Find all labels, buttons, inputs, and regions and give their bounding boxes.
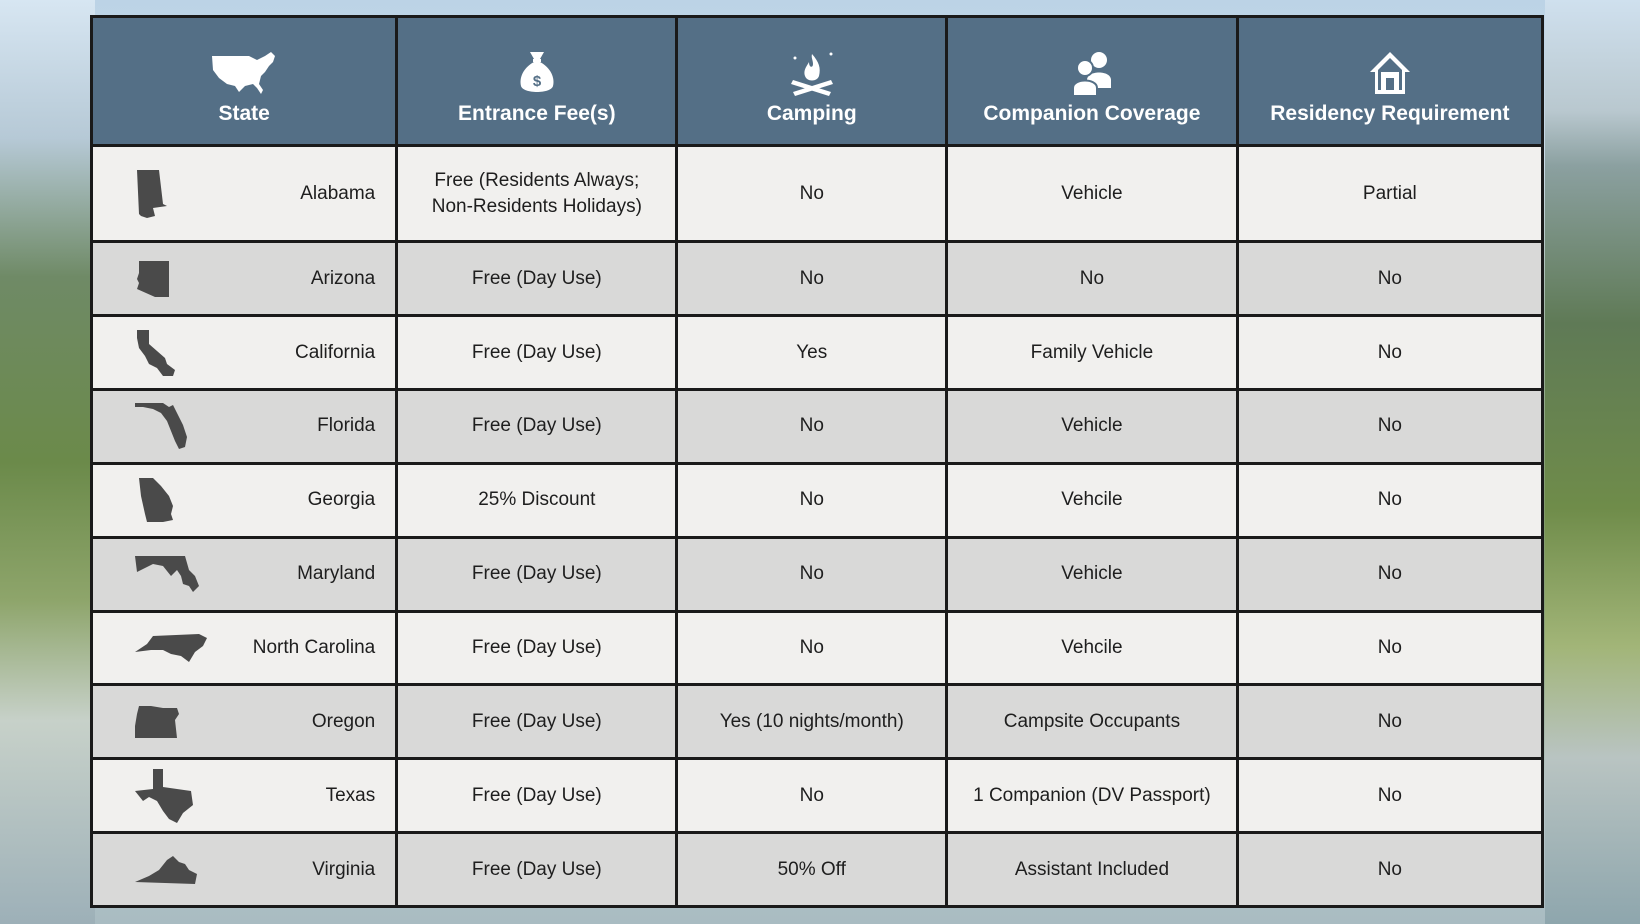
- header-fees-label: Entrance Fee(s): [458, 102, 616, 125]
- state-name: Oregon: [311, 710, 376, 732]
- georgia-shape-icon: [133, 476, 177, 524]
- fees-line-1: Free (Residents Always;: [434, 169, 640, 191]
- table-row: [92, 242, 1543, 316]
- oregon-shape-icon: [133, 704, 181, 740]
- money-bag-icon: [517, 50, 557, 96]
- virginia-shape-icon: [133, 854, 199, 886]
- california-shape-icon: [133, 328, 177, 378]
- fees-cell: Free (Day Use): [397, 537, 677, 611]
- fees-cell: [397, 146, 677, 242]
- fees-cell: Free (Day Use): [397, 685, 677, 759]
- state-cell: [92, 463, 397, 537]
- residency-cell: No: [1237, 390, 1542, 464]
- state-name: Maryland: [297, 563, 376, 585]
- table-row: [92, 537, 1543, 611]
- background-left: [0, 0, 95, 924]
- residency-cell: No: [1237, 685, 1542, 759]
- state-cell: [92, 316, 397, 390]
- state-cell: [92, 390, 397, 464]
- state-name: Texas: [325, 784, 376, 806]
- state-cell: [92, 685, 397, 759]
- state-name: Florida: [317, 415, 376, 437]
- residency-cell: No: [1237, 463, 1542, 537]
- companion-cell: Vehicle: [947, 390, 1238, 464]
- state-name: North Carolina: [252, 636, 376, 658]
- state-cell: [92, 537, 397, 611]
- table-row: [92, 146, 1543, 242]
- companion-cell: Vehcile: [947, 611, 1238, 685]
- residency-cell: No: [1237, 537, 1542, 611]
- camping-cell: No: [677, 463, 947, 537]
- house-icon: [1368, 50, 1412, 96]
- camping-cell: No: [677, 146, 947, 242]
- florida-shape-icon: [133, 401, 189, 451]
- header-companion: [947, 17, 1238, 146]
- residency-cell: No: [1237, 316, 1542, 390]
- residency-cell: No: [1237, 611, 1542, 685]
- table-row: [92, 833, 1543, 907]
- table-row: [92, 316, 1543, 390]
- benefits-table-container: [90, 15, 1544, 908]
- fees-cell: Free (Day Use): [397, 390, 677, 464]
- residency-cell: Partial: [1237, 146, 1542, 242]
- header-residency-label: Residency Requirement: [1270, 102, 1510, 125]
- state-name: Virginia: [312, 858, 376, 880]
- camping-cell: Yes (10 nights/month): [677, 685, 947, 759]
- maryland-shape-icon: [133, 554, 201, 594]
- companion-cell: Vehicle: [947, 537, 1238, 611]
- residency-cell: No: [1237, 833, 1542, 907]
- state-name: California: [294, 341, 376, 363]
- header-row: [92, 17, 1543, 146]
- companion-cell: 1 Companion (DV Passport): [947, 759, 1238, 833]
- header-companion-label: Companion Coverage: [983, 102, 1201, 125]
- fees-cell: Free (Day Use): [397, 242, 677, 316]
- companion-cell: Vehicle: [947, 146, 1238, 242]
- table-row: [92, 685, 1543, 759]
- usa-map-icon: [209, 50, 279, 96]
- texas-shape-icon: [133, 767, 195, 825]
- table-row: [92, 463, 1543, 537]
- alabama-shape-icon: [133, 168, 169, 220]
- companion-cell: No: [947, 242, 1238, 316]
- fees-cell: Free (Day Use): [397, 316, 677, 390]
- fees-cell: Free (Day Use): [397, 759, 677, 833]
- companion-cell: Vehcile: [947, 463, 1238, 537]
- state-cell: [92, 759, 397, 833]
- state-name: Alabama: [300, 182, 376, 204]
- camping-cell: No: [677, 537, 947, 611]
- north-carolina-shape-icon: [133, 632, 209, 664]
- svg-text:$: $: [532, 73, 541, 90]
- table-row: [92, 759, 1543, 833]
- header-residency: [1237, 17, 1542, 146]
- camping-cell: No: [677, 242, 947, 316]
- state-benefits-table: [90, 15, 1544, 908]
- state-cell: [92, 611, 397, 685]
- arizona-shape-icon: [133, 259, 173, 299]
- header-camping: [677, 17, 947, 146]
- fees-line-2: Non-Residents Holidays): [431, 195, 642, 217]
- people-icon: [1069, 50, 1115, 96]
- campfire-icon: [787, 50, 837, 96]
- table-row: [92, 390, 1543, 464]
- background-right: [1545, 0, 1640, 924]
- state-cell: [92, 833, 397, 907]
- state-name: Georgia: [307, 489, 376, 511]
- header-state-label: State: [218, 102, 270, 125]
- table-row: [92, 611, 1543, 685]
- camping-cell: No: [677, 390, 947, 464]
- camping-cell: No: [677, 611, 947, 685]
- state-name: Arizona: [310, 267, 376, 289]
- state-cell: [92, 242, 397, 316]
- residency-cell: No: [1237, 759, 1542, 833]
- state-cell: [92, 146, 397, 242]
- companion-cell: Campsite Occupants: [947, 685, 1238, 759]
- camping-cell: Yes: [677, 316, 947, 390]
- header-state: [92, 17, 397, 146]
- fees-cell: 25% Discount: [397, 463, 677, 537]
- companion-cell: Assistant Included: [947, 833, 1238, 907]
- header-fees: [397, 17, 677, 146]
- companion-cell: Family Vehicle: [947, 316, 1238, 390]
- residency-cell: No: [1237, 242, 1542, 316]
- camping-cell: No: [677, 759, 947, 833]
- camping-cell: 50% Off: [677, 833, 947, 907]
- fees-cell: Free (Day Use): [397, 611, 677, 685]
- header-camping-label: Camping: [766, 102, 857, 125]
- fees-cell: Free (Day Use): [397, 833, 677, 907]
